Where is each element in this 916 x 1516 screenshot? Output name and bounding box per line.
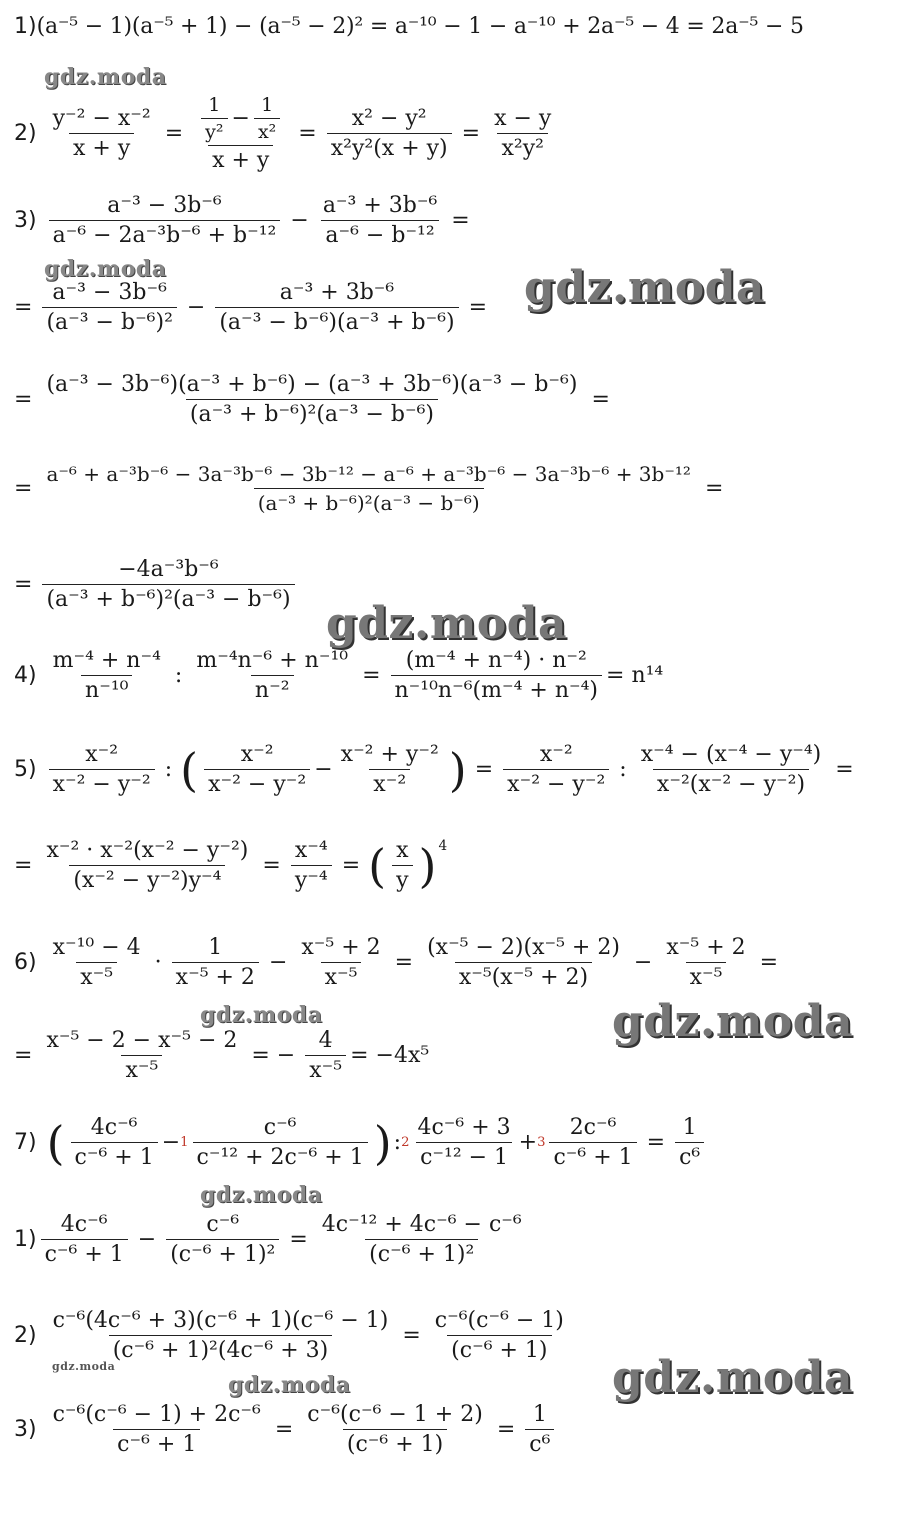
exponent: 4 xyxy=(438,838,448,854)
denominator: (c⁻⁶ + 1) xyxy=(343,1429,447,1457)
watermark: gdz.moda xyxy=(200,1002,323,1028)
denominator: (a⁻³ + b⁻⁶)²(a⁻³ − b⁻⁶) xyxy=(42,584,294,612)
problem-2-label: 2) xyxy=(14,121,37,146)
fraction xyxy=(327,106,452,161)
fraction xyxy=(297,935,384,990)
denominator: c⁻⁶ + 1 xyxy=(549,1142,636,1170)
denominator: c⁶ xyxy=(675,1142,704,1170)
problem-4-result: = n¹⁴ xyxy=(606,663,664,688)
numerator: c⁻⁶ xyxy=(206,1212,240,1237)
numerator: (x⁻⁵ − 2)(x⁻⁵ + 2) xyxy=(427,935,620,960)
numerator: 1 xyxy=(682,1115,697,1140)
numerator: x xyxy=(396,838,409,863)
denominator: y² xyxy=(201,118,227,143)
denominator: x⁻² − y⁻² xyxy=(503,769,609,797)
fraction xyxy=(215,280,458,335)
denominator: (x⁻² − y⁻²)y⁻⁴ xyxy=(69,865,225,893)
numerator: c⁻⁶(c⁻⁶ − 1) + 2c⁻⁶ xyxy=(52,1402,261,1427)
problem-3-line-5: = $\frac{\text{−4a⁻³b⁻⁶}}{\text{(a⁻³ + b⁻⁶)²(a⁻³ − b⁻⁶)}}$ xyxy=(14,557,299,612)
denominator: n⁻¹⁰n⁻⁶(m⁻⁴ + n⁻⁴) xyxy=(391,675,603,703)
denominator: (c⁻⁶ + 1)²(4c⁻⁶ + 3) xyxy=(109,1335,333,1363)
fraction xyxy=(319,193,441,248)
numerator: 4c⁻⁶ xyxy=(90,1115,138,1140)
step-3-label: 3) xyxy=(14,1417,37,1442)
denominator: x²y² xyxy=(497,133,547,161)
step-mark: 3 xyxy=(537,1135,546,1150)
fraction xyxy=(49,106,155,161)
fraction xyxy=(549,1115,636,1170)
problem-6-label: 6) xyxy=(14,950,37,975)
fraction xyxy=(291,838,332,893)
fraction xyxy=(490,106,555,161)
problem-1-label: 1) xyxy=(14,14,37,39)
denominator: x⁻⁵ xyxy=(321,962,362,990)
fraction xyxy=(49,648,165,703)
problem-3-line-4: = a⁻⁶ + a⁻³b⁻⁶ − 3a⁻³b⁻⁶ − 3b⁻¹² − a⁻⁶ + a⁻³b⁻⁶ − 3a⁻³b⁻⁶ + 3b⁻¹² (a⁻³ + b⁻⁶)²(a⁻³ − b⁻⁶) = xyxy=(14,462,724,515)
denominator: c⁻¹² − 1 xyxy=(416,1142,512,1170)
problem-5-label: 5) xyxy=(14,757,37,782)
denominator: (c⁻⁶ + 1)² xyxy=(166,1239,279,1267)
fraction xyxy=(49,1308,393,1363)
problem-6-line-1: 6) $\frac{\text{x⁻¹⁰ − 4}}{\text{x⁻⁵}}$ · $\frac{1}{\text{x⁻⁵ + 2}}$ − $\frac{\text{x⁻⁵ + 2}}{\text{x⁻⁵}}$ = $\frac{\text{(x⁻⁵ − 2)(x⁻⁵ + 2)}}{\text{x⁻⁵(x⁻⁵ + 2)}}$ − $\frac{\text{x⁻⁵ + 2}}{\text{x⁻⁵}}$ = xyxy=(14,935,779,990)
denominator: n⁻² xyxy=(251,675,294,703)
denominator: c⁻⁶ + 1 xyxy=(71,1142,158,1170)
watermark: gdz.moda xyxy=(326,598,568,649)
denominator: c⁻⁶ + 1 xyxy=(113,1429,200,1457)
watermark: gdz.moda xyxy=(200,1182,323,1208)
watermark: gdz.moda xyxy=(44,256,167,282)
denominator: (a⁻³ − b⁻⁶)(a⁻³ + b⁻⁶) xyxy=(215,307,458,335)
fraction xyxy=(49,193,281,248)
numerator: x⁻⁴ − (x⁻⁴ − y⁻⁴) xyxy=(640,742,822,767)
denominator: x + y xyxy=(69,133,134,161)
denominator: (a⁻³ + b⁻⁶)²(a⁻³ − b⁻⁶) xyxy=(254,488,484,515)
denominator: x⁻⁵(x⁻⁵ + 2) xyxy=(455,962,592,990)
numerator: x − y xyxy=(494,106,552,131)
problem-2: 2) $\frac{\text{y⁻² − x⁻²}}{x + y}$ = $\frac{1}{\text{y²}}$ − $\frac{1}{\text{x²}}$ x + y = $\frac{\text{x² − y²}}{\text{x²y²(x + y)}}$ = $\frac{x - y}{\text{x²y²}}$ xyxy=(14,94,559,173)
fraction xyxy=(49,1402,265,1457)
numerator: −4a⁻³b⁻⁶ xyxy=(118,557,219,582)
numerator: c⁻⁶(4c⁻⁶ + 3)(c⁻⁶ + 1)(c⁻⁶ − 1) xyxy=(52,1308,389,1333)
step-3: 3) $\frac{\text{c⁻⁶(c⁻⁶ − 1) + 2c⁻⁶}}{\text{c⁻⁶ + 1}}$ = $\frac{\text{c⁻⁶(c⁻⁶ − 1 + 2)}}{\text{(c⁻⁶ + 1)}}$ = $\frac{1}{\text{c⁶}}$ xyxy=(14,1402,558,1457)
problem-7-label: 7) xyxy=(14,1130,37,1155)
fraction xyxy=(49,935,145,990)
step-1-label: 1) xyxy=(14,1227,37,1252)
denominator: x⁻⁵ xyxy=(305,1055,346,1083)
watermark: gdz.moda xyxy=(52,1360,116,1373)
numerator: x⁻² xyxy=(539,742,573,767)
fraction xyxy=(42,462,695,515)
numerator: (a⁻³ − 3b⁻⁶)(a⁻³ + b⁻⁶) − (a⁻³ + 3b⁻⁶)(a⁻³ − b⁻⁶) xyxy=(46,372,578,397)
denominator: x⁻²(x⁻² − y⁻²) xyxy=(653,769,809,797)
denominator: x⁻² − y⁻² xyxy=(49,769,155,797)
fraction xyxy=(525,1402,554,1457)
numerator: 1 xyxy=(261,94,274,116)
numerator: x⁻² + y⁻² xyxy=(340,742,439,767)
denominator: x² xyxy=(254,118,280,143)
problem-4-label: 4) xyxy=(14,663,37,688)
numerator: 2c⁻⁶ xyxy=(569,1115,617,1140)
denominator: x⁻⁵ xyxy=(121,1055,162,1083)
fraction xyxy=(503,742,609,797)
denominator: (a⁻³ − b⁻⁶)² xyxy=(42,307,176,335)
numerator: c⁻⁶(c⁻⁶ − 1 + 2) xyxy=(307,1402,483,1427)
numerator: c⁻⁶(c⁻⁶ − 1) xyxy=(434,1308,564,1333)
denominator: a⁻⁶ − b⁻¹² xyxy=(321,220,438,248)
denominator: c⁶ xyxy=(525,1429,554,1457)
numerator: 1 xyxy=(208,94,221,116)
step-2-label: 2) xyxy=(14,1323,37,1348)
fraction xyxy=(423,935,624,990)
fraction xyxy=(318,1212,526,1267)
numerator: 4c⁻⁶ xyxy=(60,1212,108,1237)
numerator: x⁻² xyxy=(85,742,119,767)
fraction xyxy=(42,280,176,335)
numerator: 4 xyxy=(318,1028,333,1053)
denominator: y xyxy=(392,865,412,893)
denominator: (c⁻⁶ + 1)² xyxy=(365,1239,478,1267)
step-1: 1) $\frac{\text{4c⁻⁶}}{\text{c⁻⁶ + 1}}$ − $\frac{\text{c⁻⁶}}{\text{(c⁻⁶ + 1)²}}$ = $\frac{\text{4c⁻¹² + 4c⁻⁶ − c⁻⁶}}{\text{(c⁻⁶ + 1)²}}$ xyxy=(14,1212,530,1267)
fraction xyxy=(675,1115,704,1170)
denominator: x²y²(x + y) xyxy=(327,133,452,161)
fraction xyxy=(303,1402,487,1457)
watermark: gdz.moda xyxy=(44,64,167,90)
problem-7: 7) ( $\frac{\text{4c⁻⁶}}{\text{c⁻⁶ + 1}}$ − 1 $\frac{\text{c⁻⁶}}{\text{c⁻¹² + 2c⁻⁶ + 1}}$ ) : 2 $\frac{\text{4c⁻⁶ + 3}}{\text{c⁻¹² − 1}}$ + 3 $\frac{\text{2c⁻⁶}}{\text{c⁻⁶ + 1}}$ = $\frac{1}{\text{c⁶}}$ xyxy=(14,1115,708,1170)
numerator: 4c⁻¹² + 4c⁻⁶ − c⁻⁶ xyxy=(321,1212,522,1237)
problem-5-line-2: = $\frac{\text{x⁻² · x⁻²(x⁻² − y⁻²)}}{\text{(x⁻² − y⁻²)y⁻⁴}}$ = $\frac{\text{x⁻⁴}}{\text{y⁻⁴}}$ = ( $\frac{x}{y}$ ) $^4$ xyxy=(14,838,448,893)
step-2: 2) $\frac{\text{c⁻⁶(4c⁻⁶ + 3)(c⁻⁶ + 1)(c⁻⁶ − 1)}}{\text{(c⁻⁶ + 1)²(4c⁻⁶ + 3)}}$ = $\frac{\text{c⁻⁶(c⁻⁶ − 1)}}{\text{(c⁻⁶ + 1)}}$ xyxy=(14,1308,572,1363)
problem-6-result: = −4x⁵ xyxy=(350,1043,430,1068)
step-mark: 2 xyxy=(401,1135,410,1150)
denominator: c⁻¹² + 2c⁻⁶ + 1 xyxy=(193,1142,368,1170)
numerator: a⁻³ − 3b⁻⁶ xyxy=(52,280,167,305)
watermark: gdz.moda xyxy=(612,996,854,1047)
fraction xyxy=(431,1308,568,1363)
numerator: x⁻⁴ xyxy=(294,838,328,863)
numerator: c⁻⁶ xyxy=(263,1115,297,1140)
fraction xyxy=(42,557,294,612)
numerator: m⁻⁴n⁻⁶ + n⁻¹⁰ xyxy=(196,648,349,673)
fraction xyxy=(413,1115,514,1170)
numerator: 1 xyxy=(208,935,223,960)
denominator: x⁻⁵ + 2 xyxy=(172,962,259,990)
denominator: x⁻² xyxy=(369,769,410,797)
fraction xyxy=(42,372,581,427)
denominator: c⁻⁶ + 1 xyxy=(41,1239,128,1267)
problem-3-line-1: 3) $\frac{\text{a⁻³ − 3b⁻⁶}}{\text{a⁻⁶ − 2a⁻³b⁻⁶ + b⁻¹²}}$ − $\frac{\text{a⁻³ + 3b⁻⁶}}{\text{a⁻⁶ − b⁻¹²}}$ = xyxy=(14,193,470,248)
denominator: a⁻⁶ − 2a⁻³b⁻⁶ + b⁻¹² xyxy=(49,220,281,248)
fraction xyxy=(172,935,259,990)
numerator: (m⁻⁴ + n⁻⁴) · n⁻² xyxy=(405,648,587,673)
numerator: x² − y² xyxy=(351,106,427,131)
denominator: n⁻¹⁰ xyxy=(81,675,132,703)
denominator: (c⁻⁶ + 1) xyxy=(447,1335,551,1363)
numerator: a⁻³ − 3b⁻⁶ xyxy=(107,193,222,218)
denominator: x⁻² − y⁻² xyxy=(204,769,310,797)
fraction xyxy=(193,1115,368,1170)
denominator: (a⁻³ + b⁻⁶)²(a⁻³ − b⁻⁶) xyxy=(186,399,438,427)
fraction xyxy=(637,742,826,797)
fraction xyxy=(662,935,749,990)
compound-fraction: $\frac{1}{\text{y²}}$ − $\frac{1}{\text{x²}}$ x + y xyxy=(193,94,288,173)
fraction xyxy=(49,742,155,797)
denominator: x⁻⁵ xyxy=(76,962,117,990)
numerator: x⁻⁵ + 2 xyxy=(301,935,381,960)
watermark: gdz.moda xyxy=(228,1372,351,1398)
denominator: y⁻⁴ xyxy=(291,865,332,893)
watermark: gdz.moda xyxy=(612,1352,854,1403)
fraction xyxy=(166,1212,279,1267)
numerator: x⁻² xyxy=(240,742,274,767)
numerator: x⁻⁵ + 2 xyxy=(666,935,746,960)
denominator: x + y xyxy=(208,145,273,173)
fraction xyxy=(42,1028,241,1083)
numerator: x⁻⁵ − 2 − x⁻⁵ − 2 xyxy=(46,1028,238,1053)
fraction xyxy=(337,742,443,797)
problem-6-line-2: = $\frac{\text{x⁻⁵ − 2 − x⁻⁵ − 2}}{\text{x⁻⁵}}$ = − $\frac{4}{\text{x⁻⁵}}$ = −4x⁵ xyxy=(14,1028,430,1083)
problem-3-line-3: = $\frac{\text{(a⁻³ − 3b⁻⁶)(a⁻³ + b⁻⁶) − (a⁻³ + 3b⁻⁶)(a⁻³ − b⁻⁶)}}{\text{(a⁻³ + b⁻⁶)²(a⁻³ − b⁻⁶)}}$ = xyxy=(14,372,610,427)
numerator: a⁻³ + 3b⁻⁶ xyxy=(322,193,438,218)
fraction xyxy=(305,1028,346,1083)
numerator: a⁻⁶ + a⁻³b⁻⁶ − 3a⁻³b⁻⁶ − 3b⁻¹² − a⁻⁶ + a⁻³b⁻⁶ − 3a⁻³b⁻⁶ + 3b⁻¹² xyxy=(46,462,691,486)
problem-3-label: 3) xyxy=(14,208,37,233)
problem-1-text: (a⁻⁵ − 1)(a⁻⁵ + 1) − (a⁻⁵ − 2)² = a⁻¹⁰ − 1 − a⁻¹⁰ + 2a⁻⁵ − 4 = 2a⁻⁵ − 5 xyxy=(36,14,804,39)
watermark: gdz.moda xyxy=(524,262,766,313)
numerator: 4c⁻⁶ + 3 xyxy=(417,1115,511,1140)
denominator: x⁻⁵ xyxy=(686,962,727,990)
problem-5-line-1: 5) $\frac{\text{x⁻²}}{\text{x⁻² − y⁻²}}$ : ( $\frac{\text{x⁻²}}{\text{x⁻² − y⁻²}}$ − $\frac{\text{x⁻² + y⁻²}}{\text{x⁻²}}$ ) = $\frac{\text{x⁻²}}{\text{x⁻² − y⁻²}}$ : $\frac{\text{x⁻⁴ − (x⁻⁴ − y⁻⁴)}}{\text{x⁻²(x⁻² − y⁻²)}}$ = xyxy=(14,742,854,797)
problem-3-line-2: = $\frac{\text{a⁻³ − 3b⁻⁶}}{\text{(a⁻³ − b⁻⁶)²}}$ − $\frac{\text{a⁻³ + 3b⁻⁶}}{\text{(a⁻³ − b⁻⁶)(a⁻³ + b⁻⁶)}}$ = xyxy=(14,280,488,335)
numerator: x⁻² · x⁻²(x⁻² − y⁻²) xyxy=(46,838,249,863)
numerator: x⁻¹⁰ − 4 xyxy=(52,935,141,960)
problem-4: 4) $\frac{\text{m⁻⁴ + n⁻⁴}}{\text{n⁻¹⁰}}$ : $\frac{\text{m⁻⁴n⁻⁶ + n⁻¹⁰}}{\text{n⁻²}}$ = $\frac{\text{(m⁻⁴ + n⁻⁴) · n⁻²}}{\text{n⁻¹⁰n⁻⁶(m⁻⁴ + n⁻⁴)}}$ = n¹⁴ xyxy=(14,648,664,703)
fraction xyxy=(41,1212,128,1267)
numerator: a⁻³ + 3b⁻⁶ xyxy=(279,280,395,305)
problem-1 xyxy=(14,14,804,39)
fraction xyxy=(192,648,352,703)
fraction xyxy=(391,648,603,703)
fraction xyxy=(392,838,412,893)
fraction xyxy=(204,742,310,797)
fraction xyxy=(42,838,252,893)
step-mark: 1 xyxy=(180,1135,189,1150)
fraction xyxy=(71,1115,158,1170)
numerator: y⁻² − x⁻² xyxy=(52,106,151,131)
numerator: m⁻⁴ + n⁻⁴ xyxy=(52,648,161,673)
numerator: 1 xyxy=(532,1402,547,1427)
